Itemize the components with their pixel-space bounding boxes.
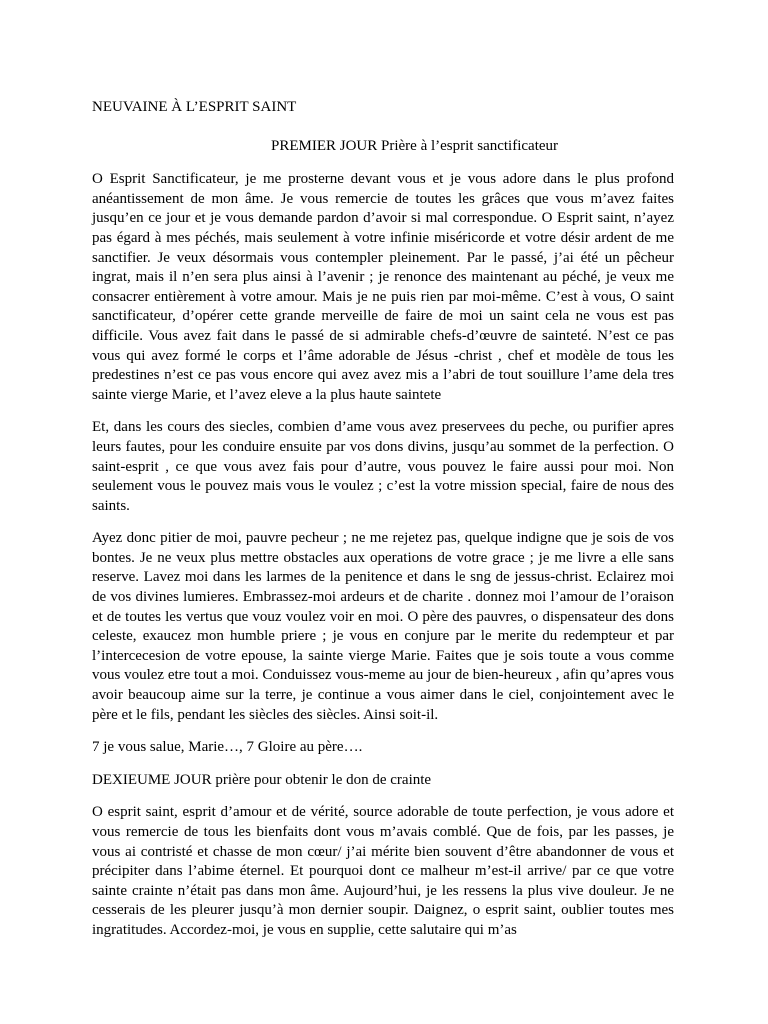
document-body	[92, 98, 674, 941]
day-one-paragraph: O Esprit Sanctificateur, je me prosterne devant vous et je vous adore dans le plus profond anéantissement de mon âme. Je vous remercie de toutes les grâces que vous m’avez faites jusqu’en ce jour et je vous demande pardon d’avoir si mal correspondue. O Esprit saint, n’ayez pas égard à mes péchés, mais seulement à votre infinie miséricorde et votre désir ardent de me sanctifier. Je veux désormais vous contempler pleinement. Par le passé, j’ai été un pêcheur ingrat, mais il n’en sera plus ainsi à l’avenir ; je renonce des maintenant au péché, je veux me consacrer entièrement à votre amour. Mais je ne puis rien par moi-même. C’est à vous, O saint sanctificateur, d’opérer cette grande merveille de faire de moi un saint cela ne vous est pas difficile. Vous avez fait dans le passé de si admirable chefs-d’œuvre de sainteté. N’est ce pas vous qui avez formé le corps et l’âme adorable de Jésus -christ , chef et modèle de tous les predestines n’est ce pas vous encore qui avez avez mis a l’abri de tout souillure l’ame dela tres sainte vierge Marie, et l’avez eleve a la plus haute saintete	[92, 171, 674, 403]
document-title: NEUVAINE À L’ESPRIT SAINT	[92, 99, 297, 115]
day-one-closing-prayers: 7 je vous salue, Marie…, 7 Gloire au père….	[92, 739, 363, 756]
day-two-paragraph: O esprit saint, esprit d’amour et de vérité, source adorable de toute perfection, je vous adore et vous remercie de tous les bienfaits dont vous m’avais comblé. Que de fois, par les passes, je vous ai contristé et chasse de mon cœur/ j’ai mérite bien souvent d’être abandonner de vous et précipiter dans l’abime éternel. Et pourquoi dont ce malheur m’est-il arrive/ par ce que votre sainte crainte n’était pas dans mon âme. Aujourd’hui, je les ressens la plus vive douleur. Je ne cesserais de les pleurer jusqu’à mon dernier soupir. Daignez, o esprit saint, oublier toutes mes ingratitudes. Accordez-moi, je vous en supplie, cette salutaire qui m’as	[92, 804, 674, 938]
day-one-paragraph: Ayez donc pitier de moi, pauvre pecheur ; ne me rejetez pas, quelque indigne que je sois de vos bontes. Je ne veux plus mettre obstacles aux operations de votre grace ; je me livre a elle sans reserve. Lavez moi dans les larmes de la penitence et dans le sng de jessus-christ. Eclairez moi de vos divines lumieres. Embrassez-moi ardeurs et de charite . donnez moi l’amour de l’oraison et de toutes les vertus que vouz voulez voir en moi. O père des pauvres, o dispensateur des dons celeste, exaucez mon humble priere ; je vous en conjure par le merite du redempteur et par l’intercecesion de votre epouse, la sainte vierge Marie. Faites que je sois toute a vous comme vous voulez etre tout a moi. Conduissez vous-meme au jour de bien-heureux , afin qu’apres vous avoir beaucoup aime sur la terre, je continue a vous aimer dans le ciel, conjointement avec le père et le fils, pendant les siècles des siècles. Ainsi soit-il.	[92, 530, 674, 723]
day-one-heading: PREMIER JOUR Prière à l’esprit sanctificateur	[271, 137, 559, 154]
day-one-paragraph: Et, dans les cours des siecles, combien d’ame vous avez preservees du peche, ou purifier apres leurs fautes, pour les conduire ensuite par vos dons divins, jusqu’au sommet de la perfection. O saint-esprit , ce que vous avez fais pour d’autre, vous pouvez le faire aussi pour moi. Non seulement vous le pouvez mais vous le voulez ; c’est la votre mission special, faire de nous des saints.	[92, 419, 674, 514]
day-two-heading: DEXIEUME JOUR prière pour obtenir le don de crainte	[92, 771, 432, 788]
